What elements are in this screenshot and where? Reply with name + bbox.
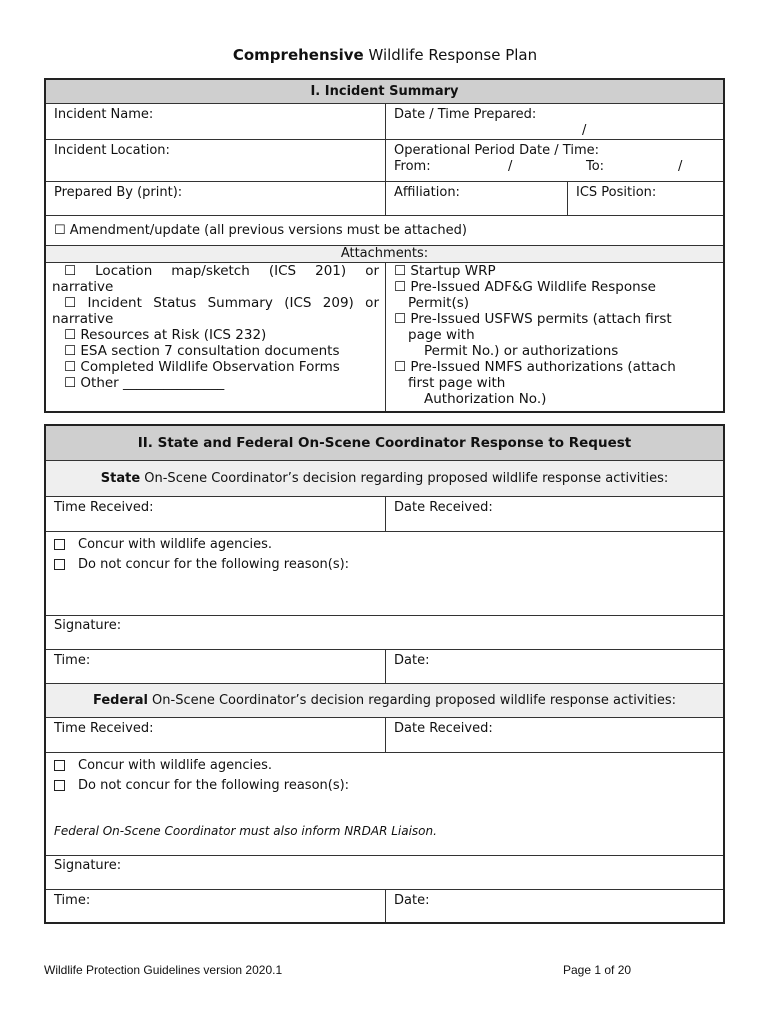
operational-period-label: Operational Period Date / Time: [394,143,599,158]
attachments-label: Attachments: [46,245,723,262]
federal-signature-label: Signature: [54,858,122,873]
federal-nrdar-note: Federal On-Scene Coordinator must also inform NRDAR Liaison. [54,824,437,838]
date-time-prepared-label: Date / Time Prepared: [394,107,537,122]
federal-time-label: Time: [54,893,91,908]
state-not-concur-label: Do not concur for the following reason(s): [78,557,350,572]
state-not-concur-checkbox[interactable] [54,559,65,570]
state-date-received-label: Date Received: [394,500,493,515]
coordinator-response-section [44,424,725,924]
footer-version: Wildlife Protection Guidelines version 2020.1 [44,963,283,977]
federal-date-field[interactable] [385,890,723,922]
attachments-list [46,262,723,411]
state-concur-label: Concur with wildlife agencies. [78,537,273,552]
from-label: From: [394,159,431,174]
state-date-received-field[interactable] [385,497,723,531]
attach-adfg-permit[interactable]: ☐ Pre-Issued ADF&G Wildlife Response [394,279,656,295]
amendment-checkbox[interactable]: ☐ Amendment/update (all previous versions must be attached) [46,215,723,245]
federal-osc-heading [46,683,723,717]
federal-time-field[interactable] [46,890,385,922]
attach-incident-status[interactable]: ☐ Incident Status Summary (ICS 209) or [64,295,379,311]
federal-date-received-label: Date Received: [394,721,493,736]
state-signature-field[interactable] [46,615,723,649]
state-date-field[interactable] [385,650,723,683]
attach-usfws-permits-cont2: Permit No.) or authorizations [424,343,619,359]
federal-heading-bold: Federal [92,693,148,708]
federal-time-date-row [46,889,723,922]
incident-summary-section [44,78,725,413]
federal-concur-label: Concur with wildlife agencies. [78,758,273,773]
affiliation-label: Affiliation: [394,185,460,200]
incident-location-field[interactable] [46,140,385,181]
attach-usfws-permits-cont: page with [408,327,475,343]
attach-esa-section7[interactable]: ☐ ESA section 7 consultation documents [64,343,340,359]
state-time-label: Time: [54,653,91,668]
attach-other[interactable]: ☐ Other _______________ [64,375,225,391]
state-concur-option[interactable] [54,535,715,555]
state-decision-area [46,531,723,615]
state-heading-bold: State [100,471,141,486]
federal-decision-area [46,752,723,855]
state-received-row [46,496,723,531]
footer-page-number: Page 1 of 20 [563,963,632,977]
attachments-left-column [46,263,385,411]
federal-heading-rest: On-Scene Coordinator’s decision regarding proposed wildlife response activities: [147,693,677,708]
attach-nmfs-authorizations[interactable]: ☐ Pre-Issued NMFS authorizations (attach [394,359,676,375]
attach-adfg-permit-cont: Permit(s) [408,295,470,311]
attach-incident-status-cont: narrative [52,311,114,327]
federal-signature-field[interactable] [46,855,723,889]
attach-location-map[interactable]: ☐ Location map/sketch (ICS 201) or [64,263,379,279]
prepared-by-label: Prepared By (print): [54,185,183,200]
attach-startup-wrp[interactable]: ☐ Startup WRP [394,263,496,279]
incident-location-label: Incident Location: [54,143,170,158]
prepared-by-field[interactable] [46,182,385,215]
operational-period-field[interactable] [385,140,723,181]
to-label: To: [586,159,605,174]
state-time-received-field[interactable] [46,497,385,531]
attach-nmfs-cont: first page with [408,375,506,391]
ics-position-field[interactable] [567,182,723,215]
federal-date-label: Date: [394,893,430,908]
attachments-right-column [385,263,723,411]
state-time-field[interactable] [46,650,385,683]
federal-received-row [46,717,723,752]
federal-not-concur-option[interactable] [54,776,715,796]
date-time-prepared-field[interactable] [385,104,723,139]
title-bold: Comprehensive [232,46,364,64]
date-slash: / [582,123,587,138]
ics-position-label: ICS Position: [576,185,657,200]
affiliation-field[interactable] [385,182,567,215]
state-date-label: Date: [394,653,430,668]
attach-wildlife-observation[interactable]: ☐ Completed Wildlife Observation Forms [64,359,340,375]
federal-not-concur-checkbox[interactable] [54,780,65,791]
section2-header: II. State and Federal On-Scene Coordinator Response to Request [46,426,723,460]
incident-name-label: Incident Name: [54,107,154,122]
state-signature-label: Signature: [54,618,122,633]
attach-location-map-cont: narrative [52,279,114,295]
page-title [0,46,770,64]
row-incident-location [46,139,723,181]
to-slash: / [678,159,683,174]
federal-concur-checkbox[interactable] [54,760,65,771]
row-prepared-by [46,181,723,215]
federal-not-concur-label: Do not concur for the following reason(s): [78,778,350,793]
attach-nmfs-cont2: Authorization No.) [424,391,547,407]
incident-name-field[interactable] [46,104,385,139]
federal-date-received-field[interactable] [385,718,723,752]
row-incident-name [46,103,723,139]
state-osc-heading [46,460,723,496]
attach-resources-at-risk[interactable]: ☐ Resources at Risk (ICS 232) [64,327,267,343]
state-heading-rest: On-Scene Coordinator’s decision regarding proposed wildlife response activities: [140,471,669,486]
section1-header: I. Incident Summary [46,80,723,103]
federal-time-received-label: Time Received: [54,721,154,736]
state-not-concur-option[interactable] [54,555,715,575]
state-time-date-row [46,649,723,683]
federal-time-received-field[interactable] [46,718,385,752]
attach-usfws-permits[interactable]: ☐ Pre-Issued USFWS permits (attach first [394,311,672,327]
state-time-received-label: Time Received: [54,500,154,515]
title-rest: Wildlife Response Plan [363,46,538,64]
state-concur-checkbox[interactable] [54,539,65,550]
federal-concur-option[interactable] [54,756,715,776]
from-slash: / [508,159,513,174]
